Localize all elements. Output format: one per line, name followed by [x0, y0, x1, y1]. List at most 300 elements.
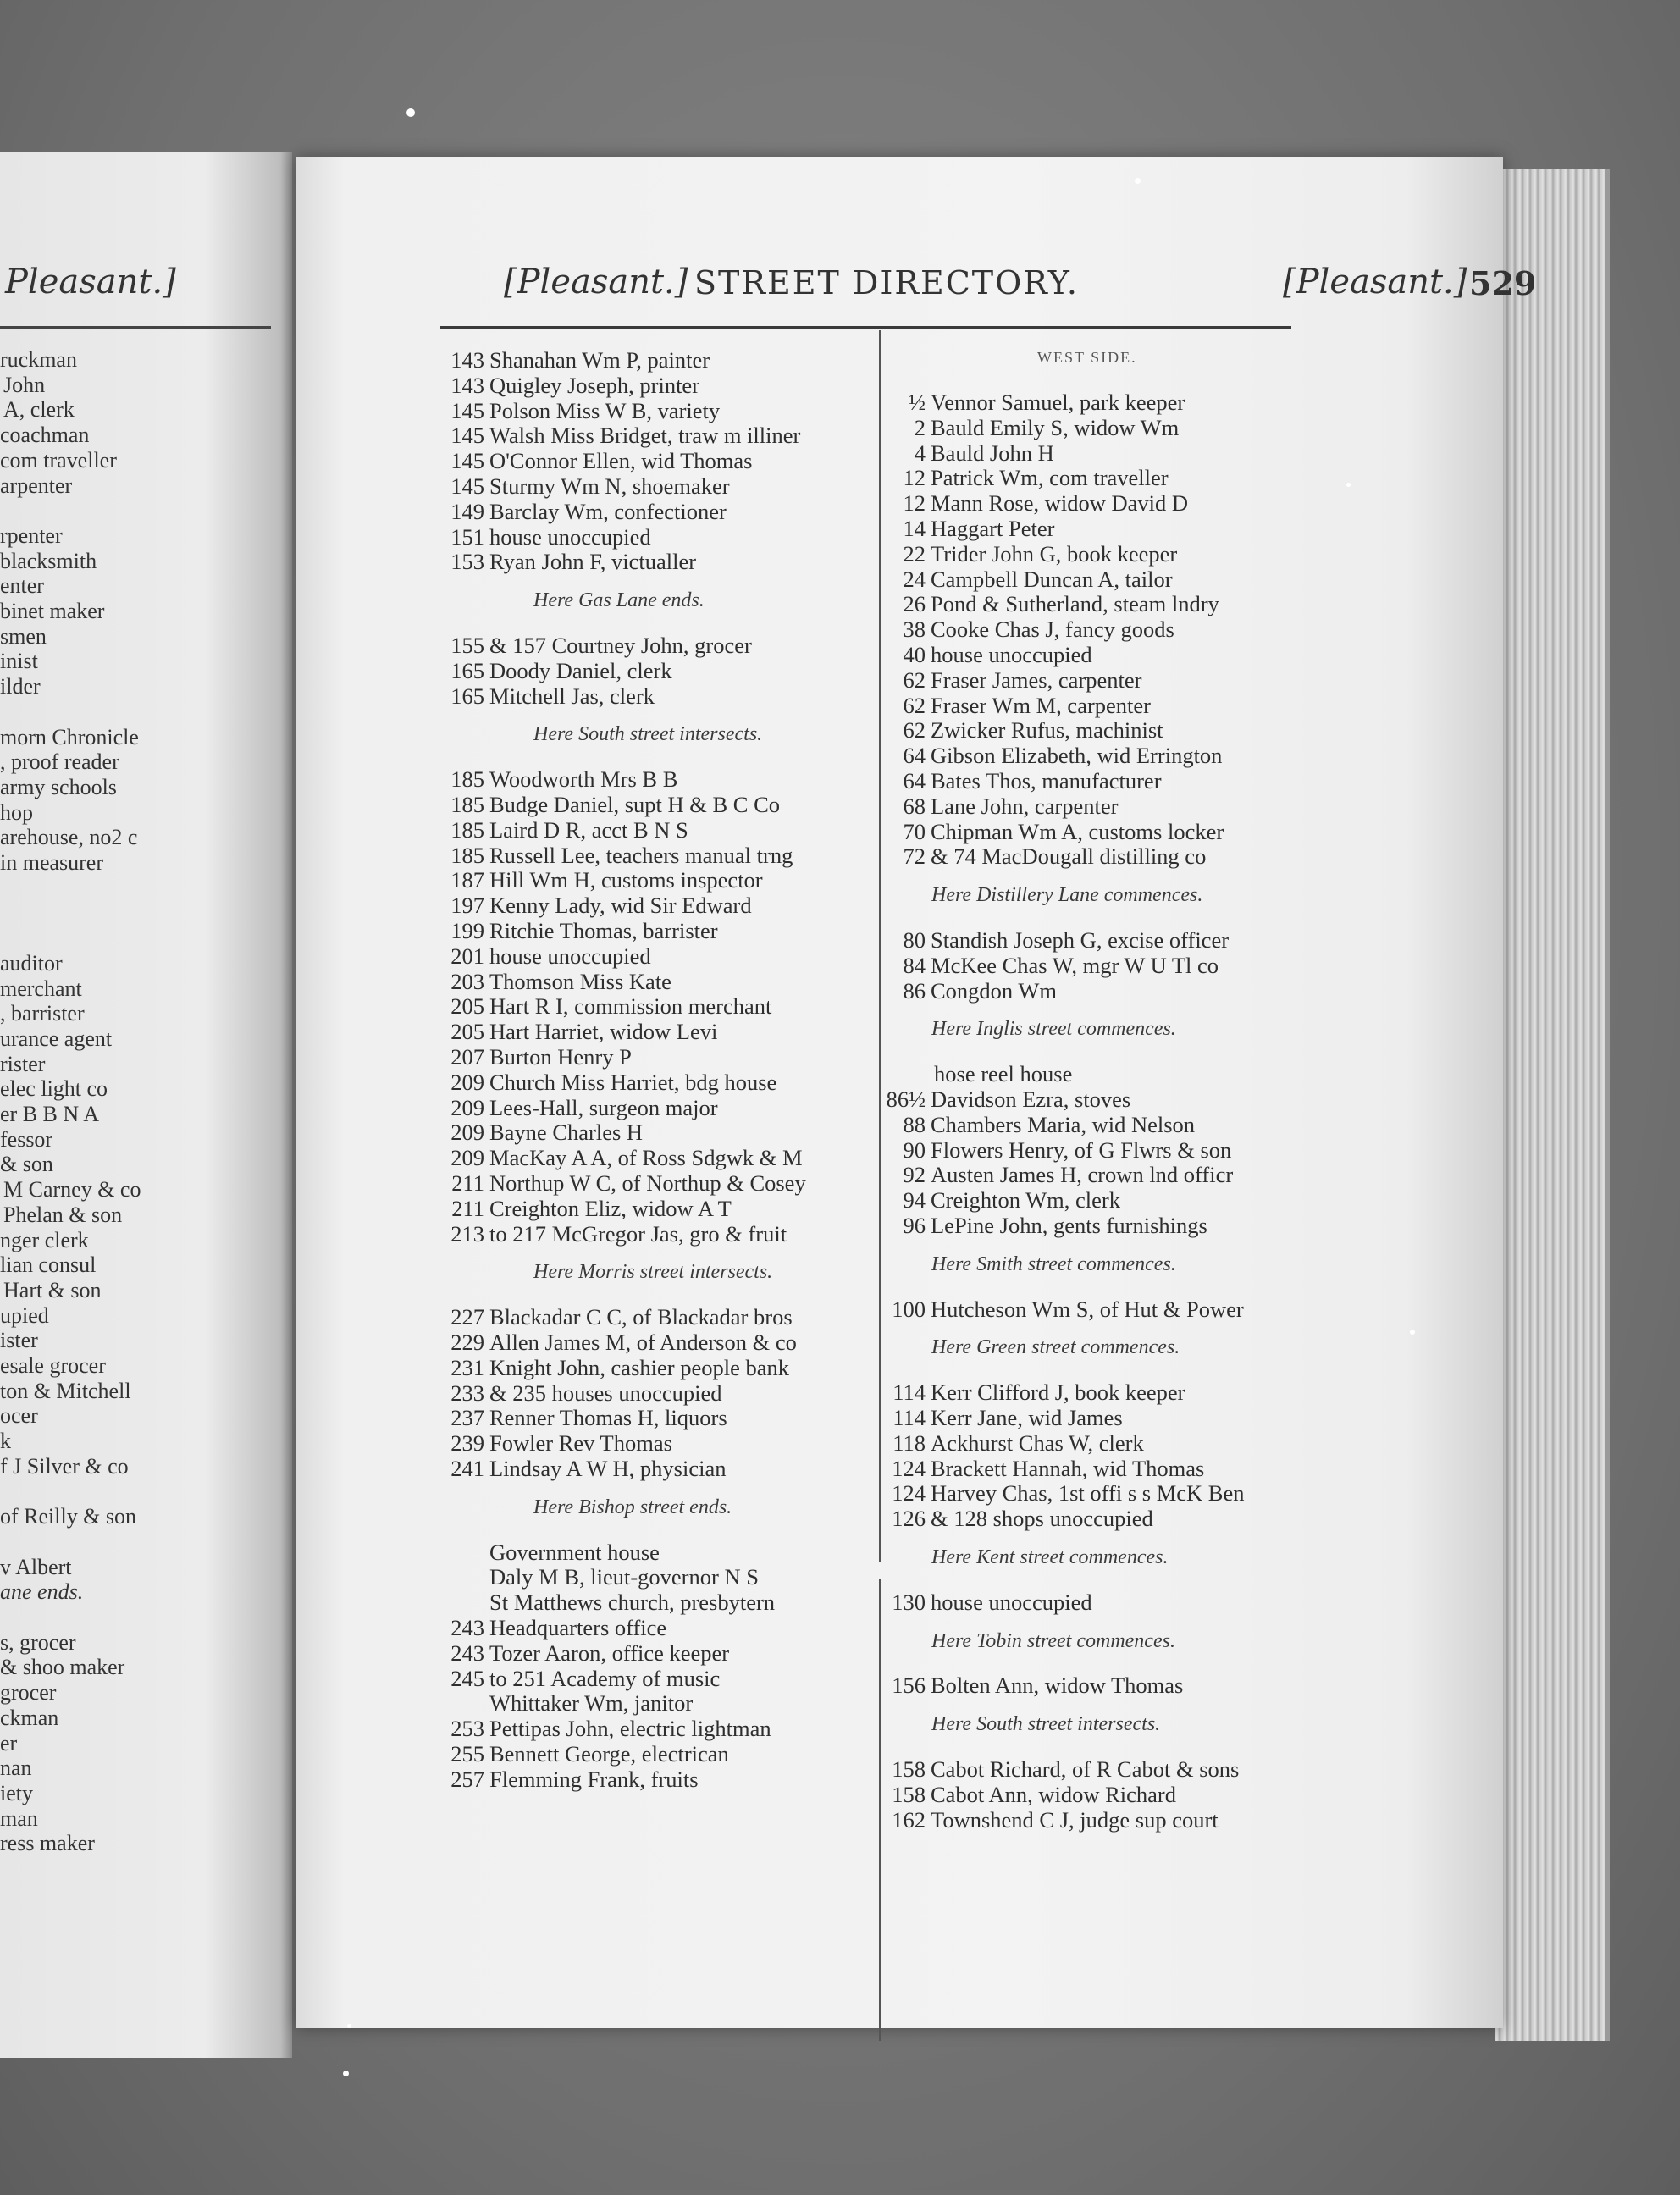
directory-entry: [885, 390, 1185, 415]
house-number: 72: [903, 843, 926, 870]
previous-page-line: of Reilly & son: [0, 1504, 137, 1529]
directory-entry: [440, 1456, 726, 1481]
page-number: 529: [1469, 264, 1537, 302]
house-number: 165: [450, 683, 484, 709]
house-number: 118: [892, 1429, 926, 1456]
previous-page-line: lian consul: [0, 1252, 97, 1278]
resident-name: Walsh Miss Bridget, traw m illiner: [489, 423, 801, 449]
house-number: 96: [903, 1213, 926, 1238]
previous-page-line: fessor: [0, 1126, 53, 1152]
directory-entry: [440, 1304, 793, 1330]
resident-name: Headquarters office: [489, 1615, 667, 1640]
previous-page-line: enter: [0, 573, 44, 599]
house-number: 209: [450, 1069, 484, 1095]
house-number: 2: [914, 414, 926, 440]
house-number: 26: [903, 591, 926, 617]
previous-page-line: esale grocer: [0, 1353, 106, 1378]
directory-entry: [885, 1137, 1231, 1163]
house-number: 245: [450, 1665, 484, 1691]
scan-speck: [1346, 483, 1351, 487]
previous-page-line: k: [0, 1429, 11, 1454]
house-number: 149: [450, 498, 484, 524]
resident-name: Kerr Jane, wid James: [931, 1405, 1123, 1430]
resident-name: Lane John, carpenter: [931, 793, 1119, 819]
directory-entry: [440, 1044, 632, 1070]
cross-street-note: Here Inglis street commences.: [931, 1018, 1176, 1041]
resident-name: Zwicker Rufus, machinist: [931, 717, 1163, 744]
resident-name: Pettipas John, electric lightman: [489, 1716, 771, 1742]
previous-page-line: coachman: [0, 423, 90, 448]
directory-page: [296, 157, 1537, 2028]
resident-name: Northup W C, of Northup & Cosey: [489, 1170, 806, 1196]
resident-name: Tozer Aaron, office keeper: [489, 1639, 730, 1666]
previous-page-line: s, grocer: [0, 1629, 76, 1655]
house-number: 80: [903, 927, 926, 953]
previous-page-line: f J Silver & co: [0, 1453, 129, 1479]
directory-entry: [440, 1095, 718, 1120]
resident-name: Cabot Ann, widow Richard: [931, 1781, 1176, 1807]
resident-name: Creighton Eliz, widow A T: [489, 1195, 732, 1221]
directory-entry: [885, 541, 1177, 567]
cross-street-note: Here Morris street intersects.: [533, 1261, 773, 1284]
resident-name: Bauld John H: [931, 440, 1054, 466]
house-number: 243: [450, 1639, 484, 1666]
directory-entry: [440, 969, 671, 994]
previous-page-line: rister: [0, 1051, 46, 1076]
directory-entry: [885, 1213, 1208, 1238]
house-number: 40: [903, 642, 926, 667]
directory-entry: [885, 717, 1163, 743]
directory-entry: [440, 918, 718, 943]
resident-name: Flemming Frank, fruits: [489, 1766, 699, 1792]
house-number: 86: [903, 977, 926, 1004]
house-number: 155: [450, 633, 484, 658]
resident-name: Bolten Ann, widow Thomas: [931, 1673, 1184, 1699]
resident-name: St Matthews church, presbytern: [489, 1590, 776, 1616]
resident-name: Creighton Wm, clerk: [931, 1187, 1120, 1214]
house-number: 213: [450, 1220, 484, 1247]
cross-street-note: Here Green street commences.: [931, 1336, 1180, 1359]
house-number: 187: [450, 867, 484, 893]
previous-page-line: elec light co: [0, 1076, 108, 1102]
directory-entry: [440, 867, 763, 893]
column-divider: [879, 1579, 881, 2041]
directory-entry: [440, 423, 800, 448]
previous-page-line: upied: [0, 1302, 49, 1328]
house-number: 64: [903, 743, 926, 769]
directory-entry: [440, 499, 727, 524]
cross-street-note: Here Kent street commences.: [931, 1546, 1169, 1568]
directory-entry: [440, 1070, 776, 1095]
resident-name: Government house: [489, 1539, 660, 1565]
resident-name: McKee Chas W, mgr W U Tl co: [931, 952, 1219, 978]
resident-name: O'Connor Ellen, wid Thomas: [489, 448, 753, 474]
directory-entry: [885, 1162, 1233, 1187]
previous-page-line: arehouse, no2 c: [0, 825, 138, 850]
house-number: 211: [451, 1170, 484, 1196]
directory-entry: [885, 1673, 1183, 1698]
previous-page-line: nan: [0, 1755, 32, 1781]
previous-page-line: auditor: [0, 950, 63, 976]
directory-entry: [885, 927, 1229, 953]
directory-entry: [440, 1221, 787, 1247]
house-number: 253: [450, 1716, 484, 1742]
previous-page-line: rpenter: [0, 522, 63, 548]
directory-entry: [885, 1086, 1130, 1112]
directory-entry: [440, 1196, 732, 1221]
house-number: 126: [892, 1506, 926, 1532]
header-title: STREET DIRECTORY.: [694, 264, 1080, 301]
previous-page-line: ruckman: [0, 347, 77, 372]
header-street-left: [Pleasant.]: [504, 263, 688, 301]
cross-street-note: Here South street intersects.: [931, 1713, 1161, 1736]
resident-name: Blackadar C C, of Blackadar bros: [489, 1304, 793, 1330]
directory-entry: [440, 633, 752, 658]
house-number: 162: [892, 1806, 926, 1833]
directory-entry: [885, 440, 1054, 466]
house-number: 185: [450, 792, 484, 817]
house-number: 201: [450, 943, 484, 969]
directory-entry: [440, 347, 710, 373]
directory-entry: [440, 817, 688, 843]
house-number: 205: [450, 993, 484, 1020]
previous-page-line: ckman: [0, 1705, 59, 1730]
house-number: 257: [450, 1766, 484, 1792]
house-number: 239: [450, 1430, 484, 1457]
previous-page-line: inist: [0, 649, 38, 674]
house-number: 84: [903, 952, 926, 978]
house-number: 24: [903, 566, 926, 592]
resident-name: Townshend C J, judge sup court: [931, 1806, 1219, 1833]
house-number: 229: [450, 1330, 484, 1355]
cross-street-note: Here Distillery Lane commences.: [931, 884, 1203, 907]
resident-name: Doody Daniel, clerk: [489, 657, 672, 683]
directory-entry: [885, 516, 1054, 541]
directory-entry: [885, 1187, 1120, 1213]
resident-name: Vennor Samuel, park keeper: [931, 390, 1185, 415]
scan-speck: [1135, 178, 1141, 184]
previous-page-line: ane ends.: [0, 1579, 84, 1605]
house-number: 86½: [886, 1086, 926, 1112]
house-number: 88: [903, 1111, 926, 1137]
directory-entry: [440, 893, 752, 918]
resident-name: & 157 Courtney John, grocer: [489, 633, 752, 658]
resident-name: Ryan John F, victualler: [489, 549, 697, 575]
house-number: 130: [892, 1589, 926, 1615]
house-number: 4: [914, 440, 926, 466]
directory-entry: [440, 1666, 720, 1691]
previous-page-line: army schools: [0, 774, 117, 799]
previous-page-line: v Albert: [0, 1554, 72, 1579]
directory-entry: [885, 743, 1222, 768]
previous-page-line: blacksmith: [0, 548, 97, 573]
directory-entry: [885, 1061, 1072, 1086]
house-number: 153: [450, 549, 484, 575]
directory-entry: [885, 567, 1173, 592]
cross-street-note: Here Gas Lane ends.: [533, 589, 705, 612]
house-number: 145: [450, 397, 484, 423]
house-number: 207: [450, 1044, 484, 1070]
previous-page-line: binet maker: [0, 599, 105, 623]
previous-page-line: John: [3, 372, 46, 397]
resident-name: Davidson Ezra, stoves: [931, 1086, 1131, 1112]
directory-entry: [440, 1590, 775, 1615]
resident-name: LePine John, gents furnishings: [931, 1213, 1208, 1238]
directory-entry: [440, 1741, 729, 1767]
directory-entry: [440, 524, 651, 550]
resident-name: Kerr Clifford J, book keeper: [931, 1379, 1185, 1406]
directory-entry: [885, 616, 1174, 642]
house-number: 114: [892, 1405, 926, 1430]
house-number: 227: [450, 1304, 484, 1330]
house-number: 255: [450, 1741, 484, 1767]
previous-page-line: ress maker: [0, 1831, 95, 1856]
directory-entry: [885, 1506, 1153, 1531]
resident-name: Austen James H, crown lnd officr: [931, 1162, 1234, 1188]
resident-name: Congdon Wm: [931, 977, 1057, 1004]
house-number: 62: [903, 692, 926, 718]
previous-page-line: er B B N A: [0, 1102, 99, 1126]
resident-name: Chipman Wm A, customs locker: [931, 818, 1224, 844]
directory-entry: [885, 1480, 1244, 1506]
resident-name: Burton Henry P: [489, 1044, 632, 1070]
directory-entry: [885, 667, 1141, 693]
directory-entry: [440, 766, 677, 792]
directory-entry: [885, 793, 1118, 819]
previous-page-line: , proof reader: [0, 749, 119, 775]
previous-page-line: M Carney & co: [3, 1177, 141, 1203]
previous-page-line: Phelan & son: [3, 1202, 123, 1227]
directory-entry: [440, 943, 651, 969]
directory-entry: [885, 1756, 1239, 1782]
resident-name: Haggart Peter: [931, 516, 1055, 541]
previous-page-line: iety: [0, 1780, 33, 1805]
directory-entry: [885, 1112, 1195, 1137]
house-number: 145: [450, 423, 484, 449]
house-number: 185: [450, 766, 484, 793]
cross-street-note: Here South street intersects.: [533, 723, 763, 746]
resident-name: Harvey Chas, 1st offi s s McK Ben: [931, 1480, 1245, 1507]
directory-entry: [440, 1430, 672, 1456]
resident-name: to 251 Academy of music: [489, 1665, 721, 1691]
house-number: 151: [450, 523, 484, 550]
previous-page-line: smen: [0, 623, 47, 649]
house-number: 145: [450, 448, 484, 474]
resident-name: Campbell Duncan A, tailor: [931, 566, 1173, 592]
resident-name: Bates Thos, manufacturer: [931, 768, 1162, 793]
directory-entry: [440, 1120, 643, 1145]
resident-name: Renner Thomas H, liquors: [489, 1405, 727, 1431]
resident-name: house unoccupied: [931, 1589, 1092, 1615]
resident-name: house unoccupied: [489, 523, 651, 550]
previous-page-line: ister: [0, 1328, 38, 1353]
directory-entry: [440, 473, 730, 499]
directory-entry: [885, 490, 1188, 516]
resident-name: Cooke Chas J, fancy goods: [931, 616, 1174, 643]
house-number: 145: [450, 473, 484, 499]
resident-name: Thomson Miss Kate: [489, 968, 671, 994]
scan-speck: [343, 2071, 349, 2076]
directory-entry: [885, 1430, 1144, 1456]
resident-name: Pond & Sutherland, steam lndry: [931, 591, 1219, 617]
resident-name: Patrick Wm, com traveller: [931, 465, 1169, 491]
house-number: 12: [903, 490, 926, 517]
directory-entry: [885, 1807, 1219, 1833]
cross-street-note: Here Smith street commences.: [931, 1252, 1176, 1275]
directory-entry: [885, 1379, 1185, 1405]
previous-page-line: ocer: [0, 1403, 38, 1429]
previous-page-fragment: [0, 152, 292, 2058]
directory-entry: [885, 415, 1179, 440]
directory-entry: [440, 658, 672, 683]
house-number: 22: [903, 540, 926, 567]
resident-name: Flowers Henry, of G Flwrs & son: [931, 1136, 1232, 1163]
cross-street-note: Here Tobin street commences.: [931, 1629, 1175, 1652]
resident-name: Shanahan Wm P, painter: [489, 347, 710, 373]
directory-entry: [885, 642, 1092, 667]
house-number: 237: [450, 1405, 484, 1431]
directory-entry: [440, 1615, 666, 1640]
house-number: 197: [450, 893, 484, 919]
directory-entry: [440, 843, 793, 868]
scan-speck: [406, 108, 415, 117]
resident-name: Fraser Wm M, carpenter: [931, 692, 1151, 718]
house-number: 62: [903, 666, 926, 693]
directory-entry: [440, 1355, 789, 1380]
house-number: 62: [903, 717, 926, 744]
previous-page-line: com traveller: [0, 447, 117, 473]
house-number: 156: [892, 1673, 926, 1699]
house-number: 199: [450, 918, 484, 943]
previous-page-line: ton & Mitchell: [0, 1378, 131, 1403]
directory-entry: [440, 792, 780, 817]
resident-name: Sturmy Wm N, shoemaker: [489, 473, 730, 499]
resident-name: Bayne Charles H: [489, 1120, 644, 1146]
previous-page-line: ilder: [0, 674, 41, 699]
resident-name: Woodworth Mrs B B: [489, 766, 678, 793]
previous-page-line: urance agent: [0, 1026, 113, 1051]
resident-name: Russell Lee, teachers manual trng: [489, 842, 793, 868]
house-number: 143: [450, 347, 484, 373]
resident-name: Hill Wm H, customs inspector: [489, 867, 763, 893]
house-number: 124: [892, 1480, 926, 1507]
previous-page-line: arpenter: [0, 473, 73, 498]
directory-entry: [885, 768, 1162, 793]
directory-entry: [440, 448, 752, 473]
house-number: 12: [903, 465, 926, 491]
resident-name: Fraser James, carpenter: [931, 666, 1142, 693]
resident-name: Lees-Hall, surgeon major: [489, 1094, 718, 1120]
previous-page-line: nger clerk: [0, 1227, 89, 1252]
resident-name: Standish Joseph G, excise officer: [931, 927, 1230, 953]
header-street-right: [Pleasant.]: [1283, 263, 1467, 301]
house-number: 38: [903, 616, 926, 643]
resident-name: Gibson Elizabeth, wid Errington: [931, 743, 1223, 769]
cross-street-note: Here Bishop street ends.: [533, 1496, 732, 1518]
resident-name: Hart Harriet, widow Levi: [489, 1019, 718, 1045]
resident-name: & 235 houses unoccupied: [489, 1379, 722, 1406]
running-head: [504, 263, 1630, 313]
house-number: 94: [903, 1187, 926, 1214]
resident-name: Hart R I, commission merchant: [489, 993, 772, 1020]
resident-name: Knight John, cashier people bank: [489, 1354, 789, 1380]
directory-entry: [885, 953, 1219, 978]
resident-name: Barclay Wm, confectioner: [489, 498, 727, 524]
house-number: 68: [903, 793, 926, 819]
house-number: 143: [450, 372, 484, 398]
header-rule: [440, 326, 1291, 329]
directory-entry: [440, 398, 720, 423]
house-number: 209: [450, 1120, 484, 1146]
directory-entry: [885, 1590, 1092, 1615]
directory-entry: [885, 1405, 1123, 1430]
house-number: 205: [450, 1019, 484, 1045]
resident-name: hose reel house: [934, 1061, 1073, 1087]
house-number: 158: [892, 1756, 926, 1782]
house-number: 165: [450, 657, 484, 683]
resident-name: Bennett George, electrican: [489, 1741, 729, 1767]
house-number: 185: [450, 842, 484, 868]
previous-page-line: in measurer: [0, 850, 104, 875]
resident-name: Trider John G, book keeper: [931, 540, 1178, 567]
scan-speck: [347, 2024, 351, 2028]
previous-page-line: man: [0, 1805, 38, 1831]
directory-entry: [440, 549, 696, 574]
house-number: 158: [892, 1781, 926, 1807]
previous-page-line: merchant: [0, 976, 82, 1001]
house-number: 203: [450, 968, 484, 994]
previous-page-line: & son: [0, 1152, 53, 1177]
column-divider: [879, 330, 881, 1562]
resident-name: Daly M B, lieut-governor N S: [489, 1564, 759, 1590]
resident-name: Church Miss Harriet, bdg house: [489, 1069, 777, 1095]
directory-entry: [440, 1170, 806, 1196]
directory-entry: [885, 693, 1151, 718]
directory-entry: [885, 819, 1224, 844]
resident-name: Hutcheson Wm S, of Hut & Power: [931, 1296, 1244, 1322]
resident-name: house unoccupied: [931, 642, 1092, 667]
resident-name: Mitchell Jas, clerk: [489, 683, 655, 709]
previous-page-header: Pleasant.]: [5, 263, 176, 301]
resident-name: Polson Miss W B, variety: [489, 397, 721, 423]
resident-name: & 74 MacDougall distilling co: [931, 843, 1207, 870]
directory-entry: [440, 1716, 771, 1741]
previous-page-rule: [0, 326, 271, 329]
resident-name: MacKay A A, of Ross Sdgwk & M: [489, 1145, 803, 1171]
directory-entry: [440, 1380, 722, 1406]
directory-entry: [440, 683, 655, 709]
previous-page-line: , barrister: [0, 1001, 85, 1026]
house-number: 90: [903, 1136, 926, 1163]
house-number: 64: [903, 768, 926, 793]
previous-page-line: grocer: [0, 1680, 57, 1706]
house-number: 14: [903, 516, 926, 541]
house-number: 231: [450, 1354, 484, 1380]
resident-name: Bauld Emily S, widow Wm: [931, 414, 1180, 440]
directory-entry: [440, 1330, 797, 1355]
directory-entry: [440, 1540, 660, 1565]
resident-name: Whittaker Wm, janitor: [489, 1690, 694, 1717]
directory-entry: [885, 591, 1219, 616]
previous-page-line: & shoo maker: [0, 1655, 125, 1680]
house-number: 241: [450, 1456, 484, 1481]
directory-entry: [885, 1782, 1176, 1807]
directory-entry: [885, 843, 1206, 869]
resident-name: house unoccupied: [489, 943, 651, 969]
house-number: 70: [903, 818, 926, 844]
directory-entry: [885, 1456, 1204, 1481]
directory-entry: [440, 1564, 759, 1590]
